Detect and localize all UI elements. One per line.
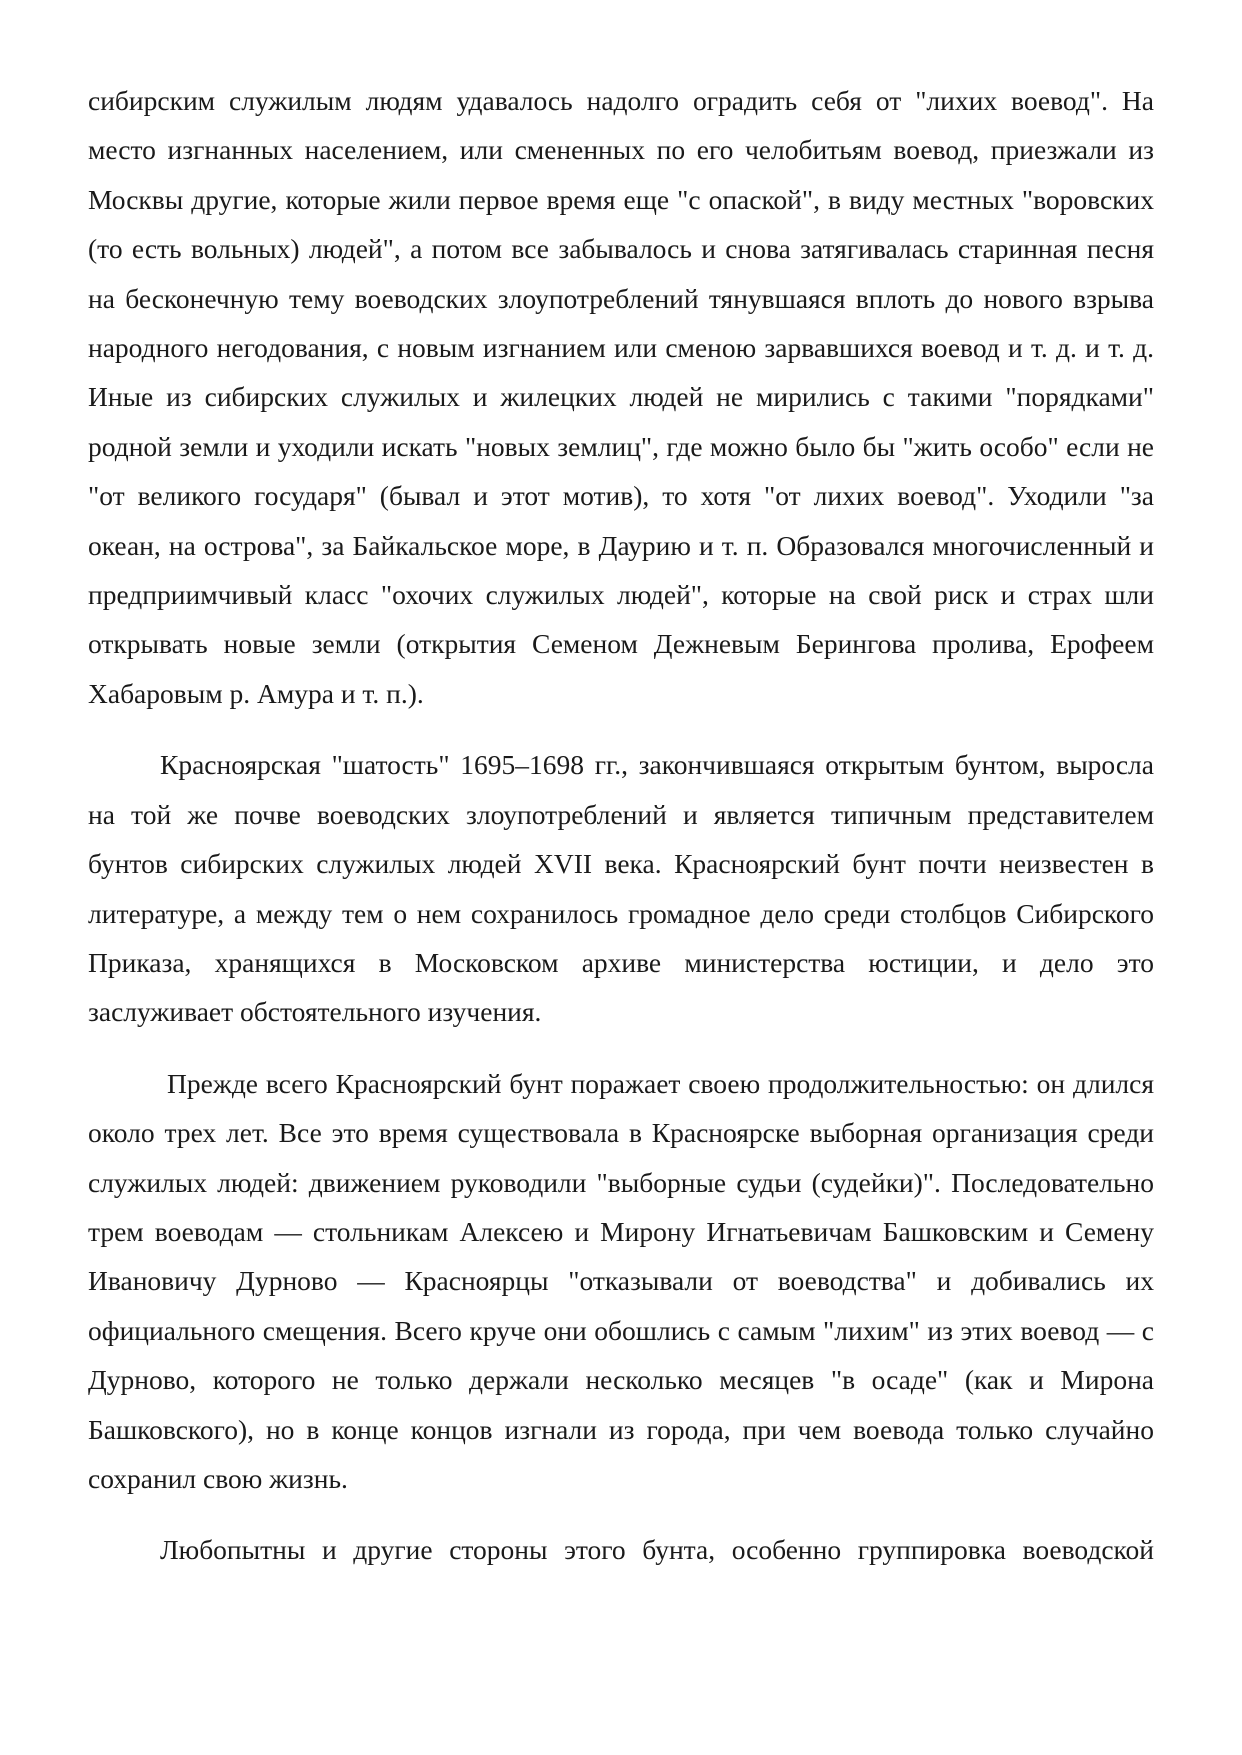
paragraph-2: Красноярская "шатость" 1695–1698 гг., закончившаяся открытым бунтом, выросла на той же почве воеводских злоупотреблений и является типичным представителем бунтов сибирских служилых людей XVII века. Красноярский бунт почти неизвестен в литературе, а между тем о нем сохранилось громадное дело среди столбцов Сибирского Приказа, хранящихся в Московском архиве министерства юстиции, и дело это заслуживает обстоятельного изучения.	[88, 749, 1154, 1028]
document-page	[88, 76, 1154, 1575]
paragraph-1: сибирским служилым людям удавалось надолго оградить себя от "лихих воевод". На место изгнанных населением, или смененных по его челобитьям воевод, приезжали из Москвы другие, которые жили первое время еще "с опаской", в виду местных "воровских (то есть вольных) людей", а потом все забывалось и снова затягивалась старинная песня на бесконечную тему воеводских злоупотреблений тянувшаяся вплоть до нового взрыва народного негодования, с новым изгнанием или сменою зарвавшихся воевод и т. д. и т. д. Иные из сибирских служилых и жилецких людей не мирились с такими "порядками" родной земли и уходили искать "новых землиц", где можно было бы "жить особо" если не "от великого государя" (бывал и этот мотив), то хотя "от лихих воевод". Уходили "за океан, на острова", за Байкальское море, в Даурию и т. п. Образовался многочисленный и предприимчивый класс "охочих служилых людей", которые на свой риск и страх шли открывать новые земли (открытия Семеном Дежневым Берингова пролива, Ерофеем Хабаровым р. Амура и т. п.).	[88, 85, 1154, 709]
paragraph-3: Прежде всего Красноярский бунт поражает своею продолжительностью: он длился около трех лет. Все это время существовала в Красноярске выборная организация среди служилых людей: движением руководили "выборные судьи (судейки)". Последовательно трем воеводам — стольникам Алексею и Мирону Игнатьевичам Башковским и Семену Ивановичу Дурново — Красноярцы "отказывали от воеводства" и добивались их официального смещения. Всего круче они обошлись с самым "лихим" из этих воевод — с Дурново, которого не только держали несколько месяцев "в осаде" (как и Мирона Башковского), но в конце концов изгнали из города, при чем воевода только случайно сохранил свою жизнь.	[88, 1067, 1154, 1494]
paragraph-4: Любопытны и другие стороны этого бунта, особенно группировка воеводской	[160, 1534, 1154, 1566]
